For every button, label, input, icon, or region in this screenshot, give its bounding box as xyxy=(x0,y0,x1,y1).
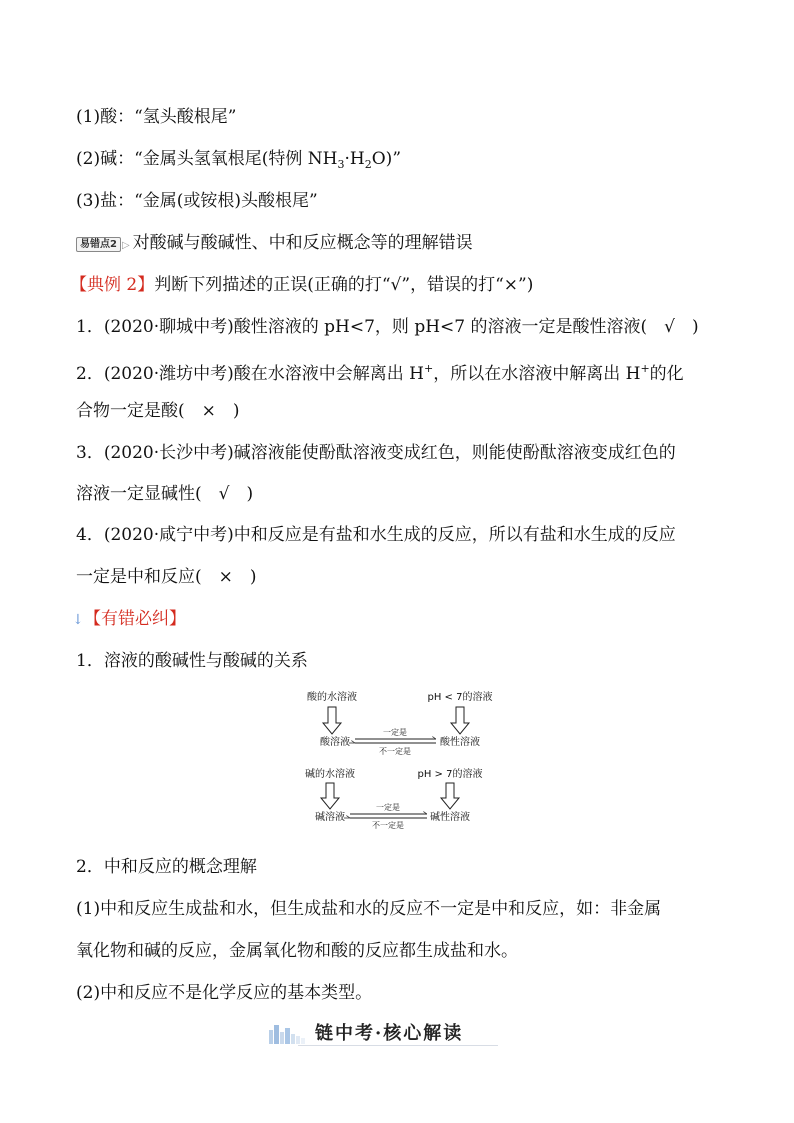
question-4-line-1: 4．(2020·咸宁中考)中和反应是有盐和水生成的反应，所以有盐和水生成的反应 xyxy=(76,525,676,545)
correction-item-2-1-line-1: (1)中和反应生成盐和水，但生成盐和水的反应不一定是中和反应，如：非金属 xyxy=(76,899,662,919)
diagram-top-right-box: 酸性溶液 xyxy=(440,737,480,748)
diagram-top-left-source: 酸的水溶液 xyxy=(307,692,357,703)
correction-item-2: 2．中和反应的概念理解 xyxy=(76,857,257,877)
buildings-icon xyxy=(268,1022,308,1044)
down-arrow-icon: ↓ xyxy=(72,612,84,628)
correction-item-2-1-line-2: 氧化物和碱的反应，金属氧化物和酸的反应都生成盐和水。 xyxy=(76,941,518,961)
footer-underline xyxy=(298,1045,498,1046)
section-footer-banner xyxy=(268,1014,508,1048)
question-3-line-2: 溶液一定显碱性( √ ) xyxy=(76,484,254,504)
question-2-line-1: 2．(2020·潍坊中考)酸在水溶液中会解离出 H+，所以在水溶液中解离出 H+的化 xyxy=(76,362,684,384)
base-rule: (2)碱：“金属头氢氧根尾(特例 $NH_3\cdot H_2O$)” xyxy=(76,149,402,171)
down-arrow-top-left xyxy=(323,707,341,734)
down-arrow-bottom-left xyxy=(321,783,339,809)
correction-item-2-2: (2)中和反应不是化学反应的基本类型。 xyxy=(76,983,373,1003)
question-3-line-1: 3．(2020·长沙中考)碱溶液能使酚酞溶液变成红色，则能使酚酞溶液变成红色的 xyxy=(76,443,676,463)
diagram-bottom-arrow-below: 不一定是 xyxy=(372,821,404,830)
question-2-line-2: 合物一定是酸( × ) xyxy=(76,401,240,421)
diagram-top-arrow-above: 一定是 xyxy=(383,728,407,737)
error-point-heading xyxy=(76,232,473,257)
example-label: 【典例 2】 xyxy=(70,275,155,295)
diagram-top-left-box: 酸溶液 xyxy=(320,737,350,748)
correction-label: 【有错必纠】 xyxy=(84,609,186,629)
diagram-top-right-source: pH < 7的溶液 xyxy=(427,692,493,703)
error-point-tag: 易错点2 xyxy=(76,237,121,252)
correction-item-1: 1．溶液的酸碱性与酸碱的关系 xyxy=(76,651,308,671)
footer-title: 链中考·核心解读 xyxy=(315,1023,464,1044)
diagram-top-arrow-below: 不一定是 xyxy=(379,747,411,756)
diagram-bottom-right-source: pH > 7的溶液 xyxy=(417,769,483,780)
arrow-icon: ▷ xyxy=(121,240,130,251)
example-instruction: 判断下列描述的正误(正确的打“√”，错误的打“×”) xyxy=(154,275,534,295)
diagram-bottom-left-box: 碱溶液 xyxy=(315,812,345,823)
down-arrow-top-right xyxy=(451,707,469,734)
acid-rule: (1)酸：“氢头酸根尾” xyxy=(76,107,237,127)
question-4-line-2: 一定是中和反应( × ) xyxy=(76,567,257,587)
acid-base-relation-diagram xyxy=(300,688,500,830)
diagram-bottom-left-source: 碱的水溶液 xyxy=(305,769,355,780)
diagram-bottom-right-box: 碱性溶液 xyxy=(430,812,470,823)
correction-heading xyxy=(72,608,186,631)
diagram-bottom-arrow-above: 一定是 xyxy=(376,803,400,812)
error-point-text: 对酸碱与酸碱性、中和反应概念等的理解错误 xyxy=(132,233,473,253)
salt-rule: (3)盐：“金属(或铵根)头酸根尾” xyxy=(76,191,318,211)
question-1: 1．(2020·聊城中考)酸性溶液的 pH<7，则 pH<7 的溶液一定是酸性溶液( √ ) xyxy=(76,317,699,337)
down-arrow-bottom-right xyxy=(441,783,459,809)
example-heading xyxy=(70,274,533,296)
